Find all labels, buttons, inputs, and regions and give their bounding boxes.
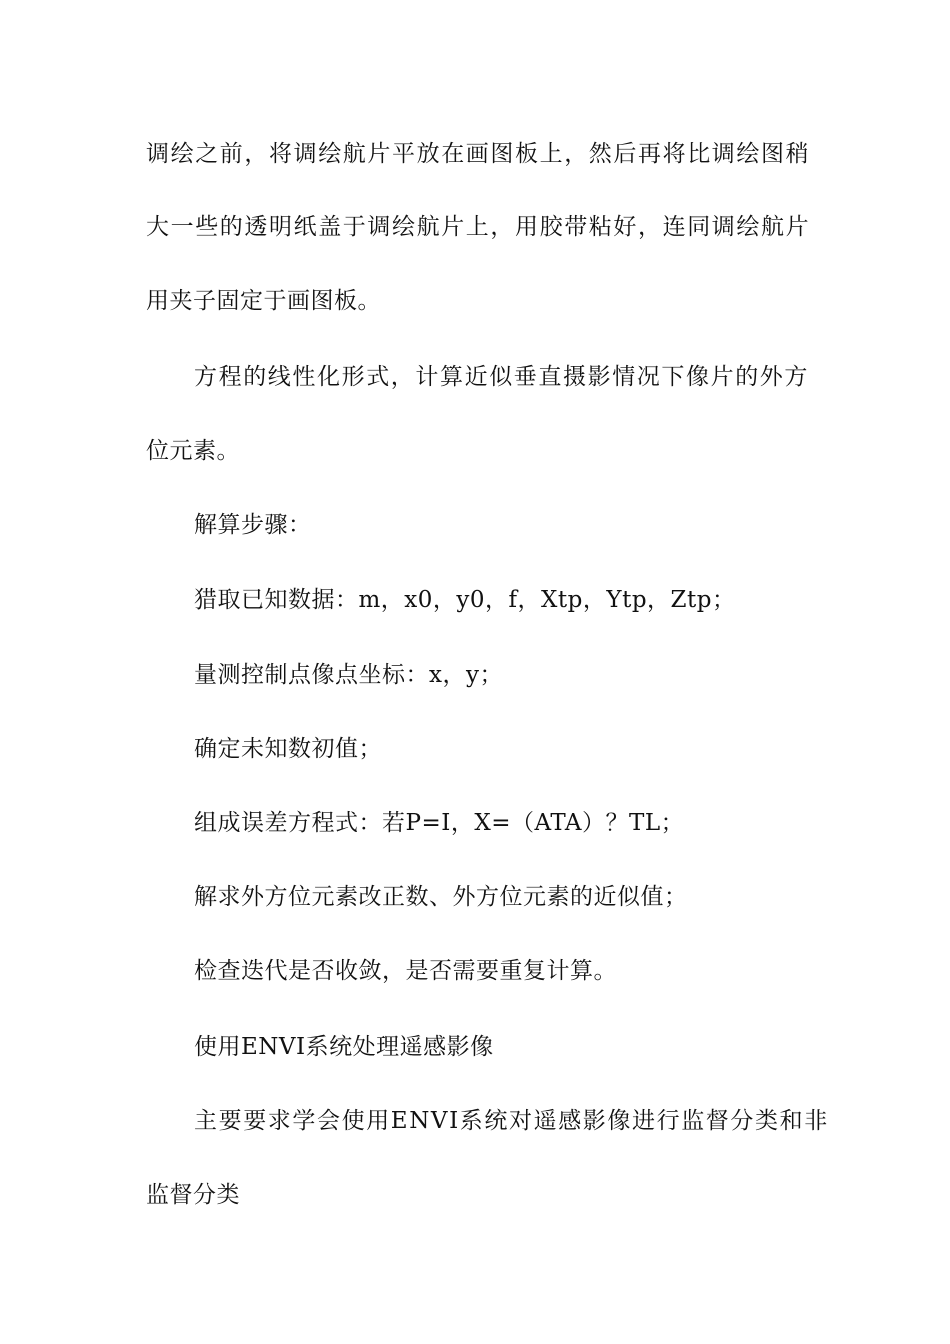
step-item: 量测控制点像点坐标：x，y；: [194, 662, 503, 688]
paragraph-line: 监督分类: [146, 1182, 240, 1208]
step-item: 组成误差方程式：若P=I，X=（ATA）？TL；: [194, 810, 685, 836]
paragraph-line: 调绘之前，将调绘航片平放在画图板上，然后再将比调绘图稍: [146, 141, 811, 167]
paragraph-line: 用夹子固定于画图板。: [146, 288, 381, 314]
step-item: 解求外方位元素改正数、外方位元素的近似值；: [194, 884, 688, 910]
paragraph-line: 大一些的透明纸盖于调绘航片上，用胶带粘好，连同调绘航片: [146, 214, 811, 240]
step-item: 确定未知数初值；: [194, 736, 382, 762]
step-item: 猎取已知数据：m，x0，y0，f，Xtp，Ytp，Ztp；: [194, 587, 736, 613]
paragraph-line: 位元素。: [146, 438, 240, 464]
paragraph-line: 主要要求学会使用ENVI系统对遥感影像进行监督分类和非: [194, 1108, 829, 1134]
paragraph-line: 方程的线性化形式，计算近似垂直摄影情况下像片的外方: [194, 364, 809, 390]
step-item: 检查迭代是否收敛，是否需要重复计算。: [194, 958, 617, 984]
section-heading: 解算步骤：: [194, 512, 312, 538]
section-heading: 使用ENVI系统处理遥感影像: [194, 1034, 494, 1060]
